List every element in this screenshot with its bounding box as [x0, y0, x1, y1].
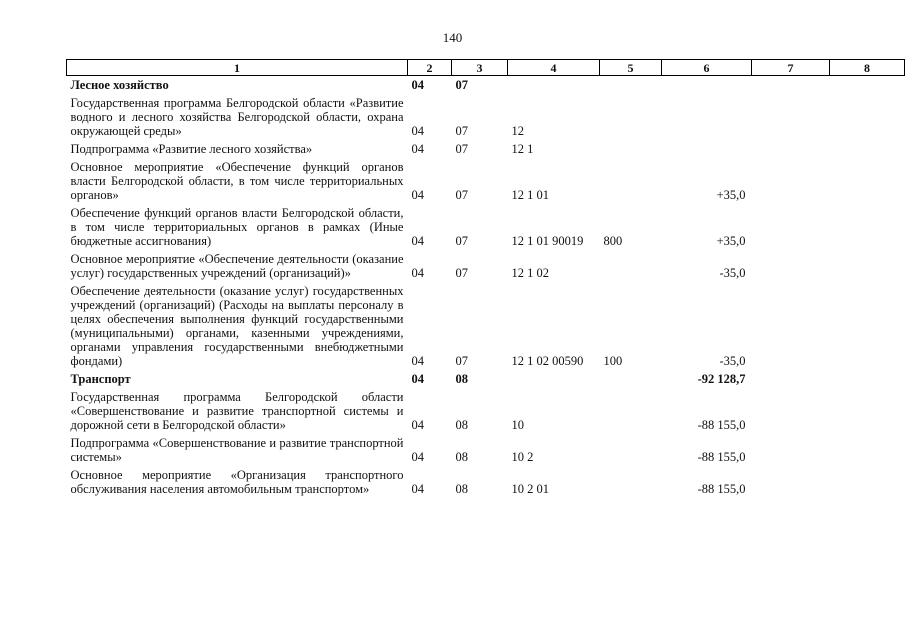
- subsection-code-cell: 07: [455, 78, 468, 92]
- subsection-code-cell: 08: [455, 482, 468, 496]
- amount-cell: -92 128,7: [697, 372, 746, 386]
- table-row: [67, 94, 905, 140]
- subsection-code-cell: 07: [455, 142, 468, 156]
- table-row: [67, 434, 905, 466]
- section-code-cell: 04: [411, 266, 424, 280]
- column-7-cell: [752, 466, 830, 498]
- column-header-8: 8: [830, 60, 905, 76]
- column-7-cell: [752, 140, 830, 158]
- target-article-cell: [508, 76, 600, 95]
- amount-cell: -88 155,0: [697, 482, 746, 496]
- table-row: [67, 370, 905, 388]
- column-8-cell: [830, 94, 905, 140]
- row-name-cell: Обеспечение деятельности (оказание услуг) государственных учреждений (организаций) (Расходы на выплаты персоналу в целях обеспечения выполнения функций государственными (муниципальными) органами, казенными учреждениями, органами управления государственными внебюджетными фондами): [70, 284, 404, 368]
- table-row: [67, 250, 905, 282]
- target-article-cell: 12 1 02 00590: [511, 354, 584, 368]
- target-article-cell: 10 2: [511, 450, 534, 464]
- column-header-3: 3: [452, 60, 508, 76]
- subsection-code-cell: 08: [455, 450, 468, 464]
- section-code-cell: 04: [411, 354, 424, 368]
- amount-cell: -35,0: [719, 266, 746, 280]
- target-article-cell: 12 1: [511, 142, 534, 156]
- column-header-2: 2: [408, 60, 452, 76]
- target-article-cell: 12 1 02: [511, 266, 549, 280]
- table-row: [67, 140, 905, 158]
- row-name-cell: Подпрограмма «Развитие лесного хозяйства»: [70, 142, 313, 156]
- section-code-cell: 04: [411, 418, 424, 432]
- column-8-cell: [830, 204, 905, 250]
- target-article-cell: 12: [511, 124, 524, 138]
- expense-type-cell: [600, 250, 662, 282]
- subsection-code-cell: 08: [455, 372, 468, 386]
- expense-type-cell: [600, 158, 662, 204]
- column-7-cell: [752, 158, 830, 204]
- section-code-cell: 04: [411, 372, 424, 386]
- column-7-cell: [752, 370, 830, 388]
- expense-type-cell: 100: [603, 354, 623, 368]
- section-code-cell: 04: [411, 482, 424, 496]
- expense-type-cell: [600, 76, 662, 95]
- section-code-cell: 04: [411, 124, 424, 138]
- section-code-cell: 04: [411, 450, 424, 464]
- subsection-code-cell: 07: [455, 188, 468, 202]
- column-header-1: 1: [67, 60, 408, 76]
- expense-type-cell: [600, 94, 662, 140]
- subsection-code-cell: 07: [455, 354, 468, 368]
- column-7-cell: [752, 434, 830, 466]
- row-name-cell: Основное мероприятие «Обеспечение деятельности (оказание услуг) государственных учреждений (организаций)»: [70, 252, 404, 280]
- section-code-cell: 04: [411, 188, 424, 202]
- expense-type-cell: [600, 140, 662, 158]
- column-7-cell: [752, 388, 830, 434]
- expense-type-cell: [600, 434, 662, 466]
- amount-cell: +35,0: [716, 234, 746, 248]
- target-article-cell: 10 2 01: [511, 482, 549, 496]
- amount-cell: +35,0: [716, 188, 746, 202]
- section-code-cell: 04: [411, 78, 424, 92]
- target-article-cell: 10: [511, 418, 524, 432]
- row-name-cell: Основное мероприятие «Организация транспортного обслуживания населения автомобильным транспортом»: [70, 468, 404, 496]
- amount-cell: [662, 140, 752, 158]
- target-article-cell: [508, 370, 600, 388]
- subsection-code-cell: 08: [455, 418, 468, 432]
- table-row: [67, 388, 905, 434]
- row-name-cell: Подпрограмма «Совершенствование и развитие транспортной системы»: [70, 436, 404, 464]
- table-row: [67, 158, 905, 204]
- expense-type-cell: [600, 370, 662, 388]
- page-number: 140: [442, 30, 463, 45]
- table-row: [67, 466, 905, 498]
- column-8-cell: [830, 370, 905, 388]
- subsection-code-cell: 07: [455, 234, 468, 248]
- table-row: [67, 204, 905, 250]
- amount-cell: [662, 94, 752, 140]
- amount-cell: [662, 76, 752, 95]
- row-name-cell: Основное мероприятие «Обеспечение функций органов власти Белгородской области, в том числе территориальных органов»: [70, 160, 404, 202]
- column-8-cell: [830, 250, 905, 282]
- column-7-cell: [752, 94, 830, 140]
- column-header-5: 5: [600, 60, 662, 76]
- row-name-cell: Обеспечение функций органов власти Белгородской области, в том числе территориальных органов в рамках (Иные бюджетные ассигнования): [70, 206, 404, 248]
- column-8-cell: [830, 158, 905, 204]
- amount-cell: -88 155,0: [697, 418, 746, 432]
- column-header-7: 7: [752, 60, 830, 76]
- column-8-cell: [830, 140, 905, 158]
- column-header-6: 6: [662, 60, 752, 76]
- section-code-cell: 04: [411, 142, 424, 156]
- column-8-cell: [830, 466, 905, 498]
- column-7-cell: [752, 282, 830, 370]
- subsection-code-cell: 07: [455, 266, 468, 280]
- column-header-4: 4: [508, 60, 600, 76]
- expense-type-cell: [600, 388, 662, 434]
- amount-cell: -35,0: [719, 354, 746, 368]
- column-8-cell: [830, 388, 905, 434]
- subsection-code-cell: 07: [455, 124, 468, 138]
- column-7-cell: [752, 204, 830, 250]
- row-name-cell: Государственная программа Белгородской области «Развитие водного и лесного хозяйства Белгородской области, охрана окружающей среды»: [70, 96, 404, 138]
- column-8-cell: [830, 282, 905, 370]
- amount-cell: -88 155,0: [697, 450, 746, 464]
- column-7-cell: [752, 250, 830, 282]
- expense-type-cell: [600, 466, 662, 498]
- row-name-cell: Лесное хозяйство: [70, 78, 169, 92]
- target-article-cell: 12 1 01 90019: [511, 234, 584, 248]
- budget-table: [66, 59, 905, 498]
- table-row: [67, 282, 905, 370]
- expense-type-cell: 800: [603, 234, 623, 248]
- row-name-cell: Транспорт: [70, 372, 131, 386]
- table-row: [67, 76, 905, 95]
- target-article-cell: 12 1 01: [511, 188, 549, 202]
- section-code-cell: 04: [411, 234, 424, 248]
- table-header-row: [67, 60, 905, 76]
- column-8-cell: [830, 434, 905, 466]
- column-8-cell: [830, 76, 905, 95]
- column-7-cell: [752, 76, 830, 95]
- row-name-cell: Государственная программа Белгородской области «Совершенствование и развитие транспортной системы и дорожной сети в Белгородской области»: [70, 390, 404, 432]
